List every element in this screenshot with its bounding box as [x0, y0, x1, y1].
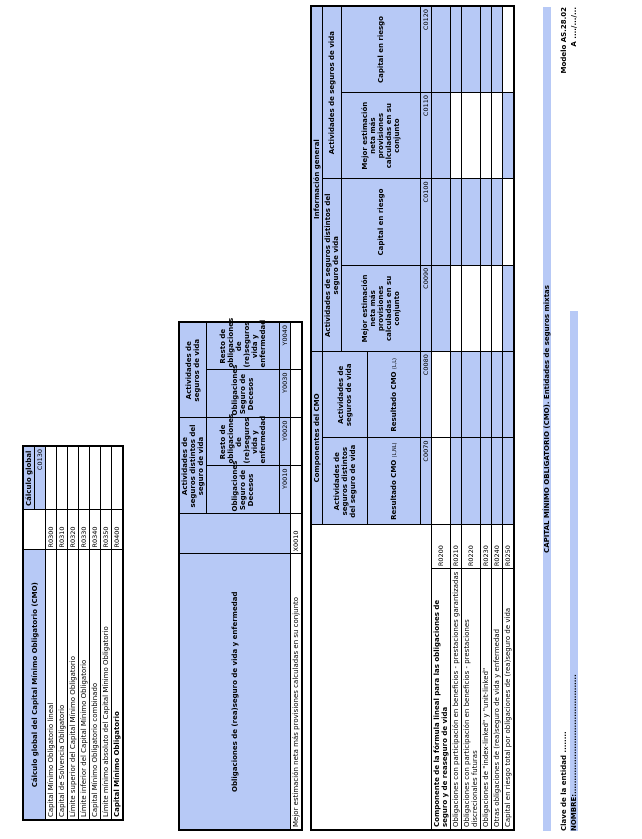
model-code: Modelo AS.28.02 — [560, 7, 568, 74]
best-estimate-1-header: Mejor estimación neta más provisiones calculadas en su conjunto — [342, 265, 421, 351]
row-code: R0310 — [57, 510, 68, 550]
input-cell[interactable] — [90, 446, 101, 510]
input-cell[interactable] — [451, 92, 462, 178]
act-nonlife-header: Actividades de seguros distintos del seguro de vida — [323, 179, 342, 352]
input-cell[interactable] — [492, 92, 503, 178]
rest-header: Resto de obligaciones de (re)seguros vida y enfermedad — [207, 322, 280, 370]
row-label: Límite superior del Capital Mínimo Obligatorio — [68, 550, 79, 820]
row-code: R0230 — [481, 524, 492, 568]
rest-header: Resto de obligaciones de (re)seguros vida y enfermedad — [207, 418, 280, 466]
page-fraction: A ..../.../... — [570, 7, 578, 47]
row-label: Capital Mínimo Obligatorio combinado — [90, 550, 101, 820]
row-code: R0330 — [79, 510, 90, 550]
input-cell[interactable] — [291, 466, 303, 514]
row-code: R0220 — [462, 524, 481, 568]
input-cell[interactable] — [481, 92, 492, 178]
input-cell[interactable] — [46, 446, 57, 510]
row-label: Capital de Solvencia Obligatorio — [57, 550, 68, 820]
entity-key: Clave de la entidad ........ — [560, 731, 568, 831]
input-cell[interactable] — [481, 265, 492, 351]
col-nonlife-header: Actividades de seguros distintos del seguro de vida — [323, 438, 368, 524]
best-estimate-table — [178, 317, 303, 831]
act-life-header: Actividades de seguros de vida — [323, 6, 342, 179]
input-cell[interactable] — [101, 446, 112, 510]
row-label: Mejor estimación neta más provisiones calculadas en su conjunto — [291, 554, 303, 830]
row-label: Capital Mínimo Obligatorio — [112, 550, 124, 820]
obligations-row-header: Obligaciones de (rea)seguro de vida y enfermedad — [179, 554, 291, 830]
input-cell[interactable] — [79, 446, 90, 510]
row-label: Límite inferior del Capital Mínimo Obligatorio — [79, 550, 90, 820]
input-cell[interactable] — [432, 438, 451, 524]
input-cell[interactable] — [462, 265, 481, 351]
row-code: R0200 — [432, 524, 451, 568]
row-code: R0300 — [46, 510, 57, 550]
best-estimate-2-header: Mejor estimación neta más provisiones calculadas en su conjunto — [342, 92, 421, 178]
input-cell[interactable] — [112, 446, 124, 510]
row-code: R0250 — [503, 524, 515, 568]
col-code: C0090 — [421, 265, 432, 351]
row-label: Límite mínimo absoluto del Capital Mínimo Obligatorio — [101, 550, 112, 820]
col-code: C0110 — [421, 92, 432, 178]
entity-name: NOMBRE:............................................. — [570, 311, 578, 831]
input-cell[interactable] — [68, 446, 79, 510]
input-cell[interactable] — [503, 6, 515, 92]
row-label: Obligaciones con participación en beneficios - prestaciones garantizadas — [451, 569, 462, 830]
input-cell[interactable] — [492, 265, 503, 351]
funeral-header: Obligaciones Seguro de Decesos — [207, 466, 280, 514]
global-calc-title: Cálculo global del Capital Mínimo Obligatorio (CMO) — [23, 550, 46, 820]
result-nl-header: Resultado CMO (L,NL) — [368, 438, 421, 524]
row-code: R0350 — [101, 510, 112, 550]
row-label: Otras obligaciones de (rea)seguro de vida y enfermedad — [492, 569, 503, 830]
components-cmo-header: Componentes del CMO — [311, 352, 323, 525]
input-cell[interactable] — [291, 418, 303, 466]
input-cell[interactable] — [291, 370, 303, 418]
act-life-header: Actividades de seguros de vida — [179, 322, 207, 418]
capital-risk-2-header: Capital en riesgo — [342, 6, 421, 92]
global-calc-header: Cálculo global — [23, 446, 35, 510]
col-code: Y0040 — [280, 322, 291, 370]
general-info-header: Información general — [311, 6, 323, 352]
input-cell[interactable] — [503, 179, 515, 265]
input-cell[interactable] — [57, 446, 68, 510]
row-code: R0210 — [451, 524, 462, 568]
row-label: Obligaciones con participación en beneficios - prestaciones discrecionales futuras — [462, 569, 481, 830]
row-code: R0320 — [68, 510, 79, 550]
col-code: C0130 — [35, 446, 46, 510]
col-life-header: Actividades de seguros de vida — [323, 352, 368, 438]
row-label: Obligaciones de "index-linked" y "unit-linked" — [481, 569, 492, 830]
row-code: R0340 — [90, 510, 101, 550]
row-code: X0010 — [291, 514, 303, 554]
row-label: Capital en riesgo total por obligaciones de (rea)seguro de vida — [503, 569, 515, 830]
col-code: Y0030 — [280, 370, 291, 418]
page-title: CAPITAL MÍNIMO OBLIGATORIO (CMO). Entidades de seguros mixtas — [543, 7, 551, 831]
linear-formula-table — [310, 5, 515, 831]
col-code: C0070 — [421, 438, 432, 524]
col-code: C0100 — [421, 179, 432, 265]
col-code: C0120 — [421, 6, 432, 92]
capital-risk-1-header: Capital en riesgo — [342, 179, 421, 265]
col-code: Y0020 — [280, 418, 291, 466]
funeral-header: Obligaciones Seguro de Decesos — [207, 370, 280, 418]
result-l-header: Resultado CMO (L,L) — [368, 352, 421, 438]
act-nonlife-header: Actividades de seguros distintos del seguro de vida — [179, 418, 207, 514]
input-cell[interactable] — [462, 92, 481, 178]
col-code: C0080 — [421, 352, 432, 438]
row-label: Capital Mínimo Obligatorio lineal — [46, 550, 57, 820]
input-cell[interactable] — [432, 352, 451, 438]
row-code: R0400 — [112, 510, 124, 550]
global-mcr-table — [22, 445, 124, 821]
row-code: R0240 — [492, 524, 503, 568]
col-code: Y0010 — [280, 466, 291, 514]
input-cell[interactable] — [451, 265, 462, 351]
input-cell[interactable] — [291, 322, 303, 370]
section-label: Componente de la fórmula lineal para las obligaciones de seguro y de reaseguro de vida — [432, 569, 451, 830]
